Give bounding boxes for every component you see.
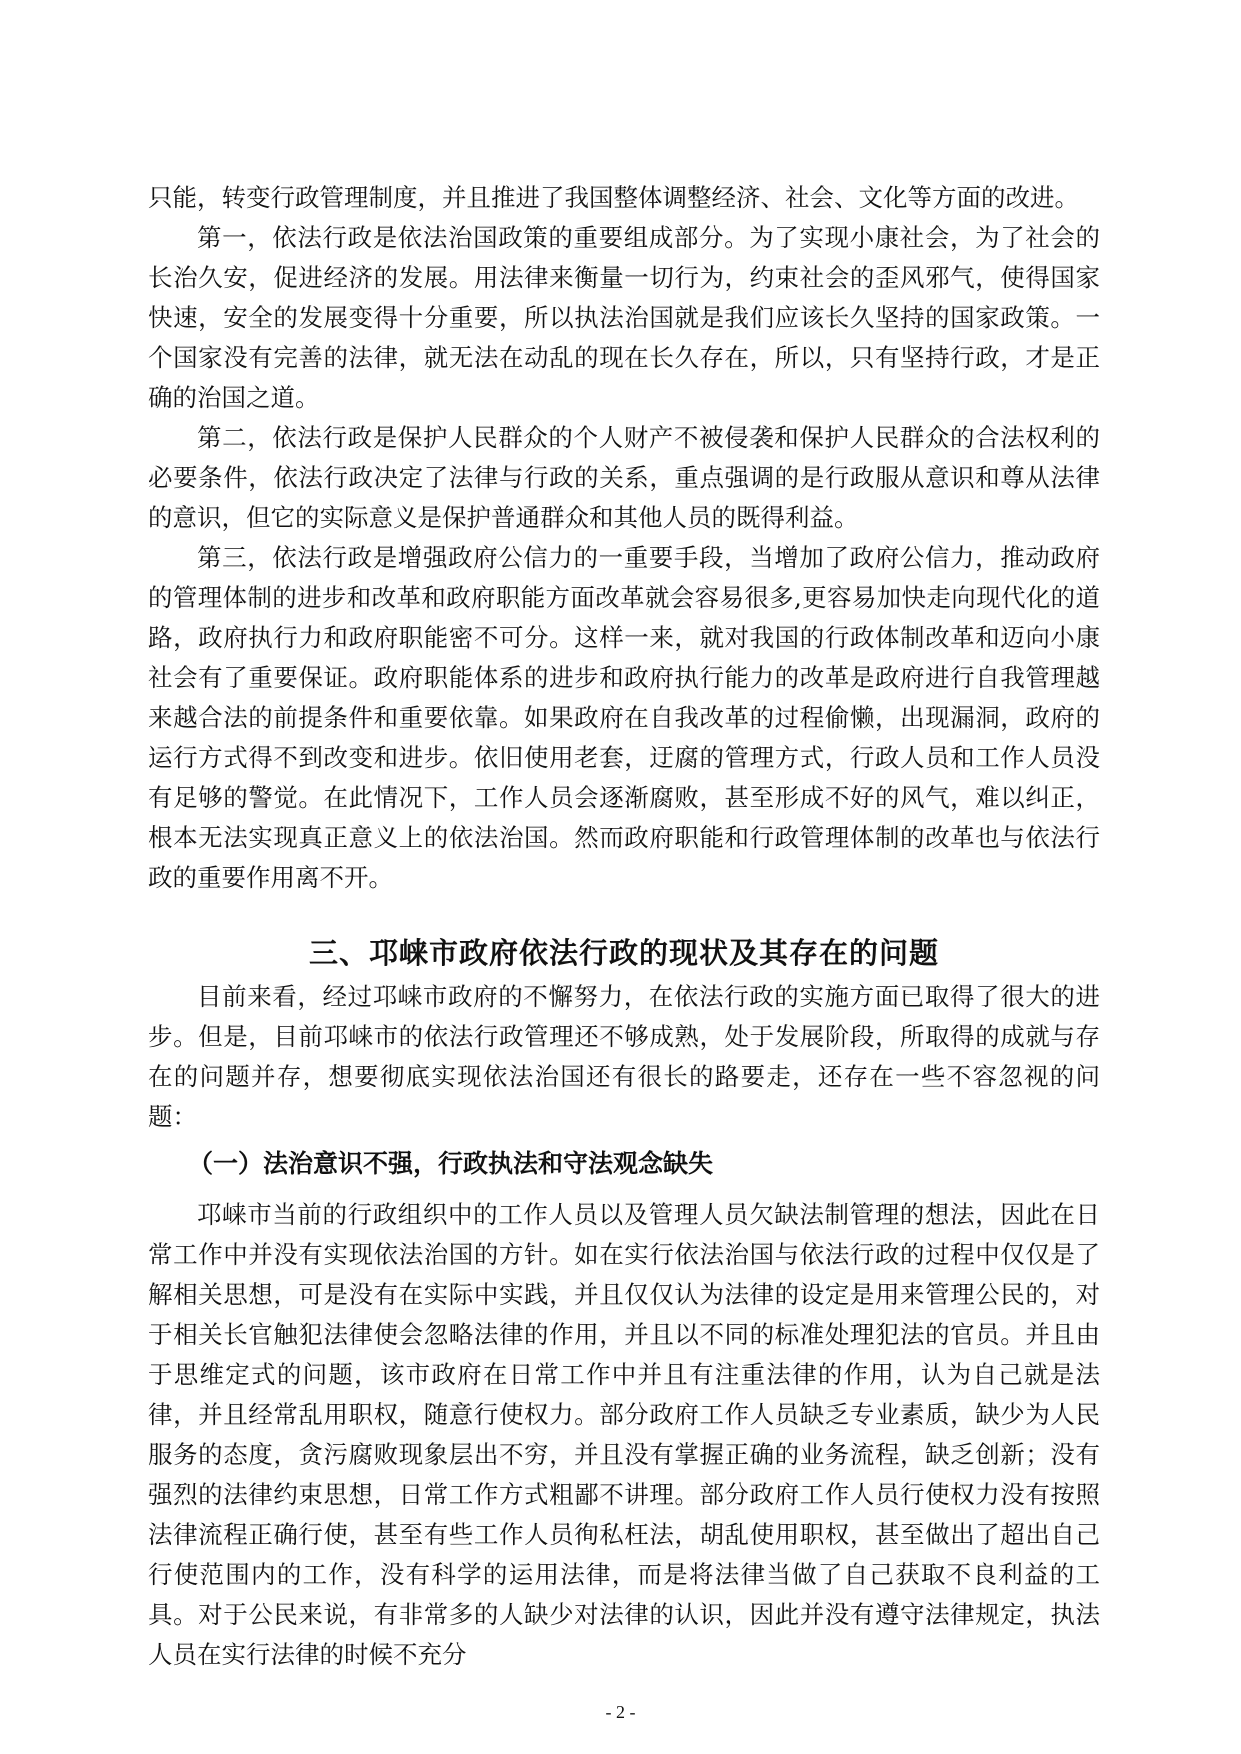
paragraph-second-point: 第二，依法行政是保护人民群众的个人财产不被侵袭和保护人民群众的合法权利的必要条件，依法行政决定了法律与行政的关系，重点强调的是行政服从意识和尊从法律的意识，但它的实际意义是保护普通群众和其他人员的既得利益。 xyxy=(148,423,1100,532)
subsection-paragraph: 邛崃市当前的行政组织中的工作人员以及管理人员欠缺法制管理的想法，因此在日常工作中并没有实现依法治国的方针。如在实行依法治国与依法行政的过程中仅仅是了解相关思想，可是没有在实际中实践，并且仅仅认为法律的设定是用来管理公民的，对于相关长官触犯法律使会忽略法律的作用，并且以不同的标准处理犯法的官员。并且由于思维定式的问题，该市政府在日常工作中并且有注重法律的作用，认为自己就是法律，并且经常乱用职权，随意行使权力。部分政府工作人员缺乏专业素质，缺少为人民服务的态度，贪污腐败现象层出不穷，并且没有掌握正确的业务流程，缺乏创新；没有强烈的法律约束思想，日常工作方式粗鄙不讲理。部分政府工作人员行使权力没有按照法律流程正确行使，甚至有些工作人员徇私枉法，胡乱使用职权，甚至做出了超出自己行使范围内的工作，没有科学的运用法律，而是将法律当做了自己获取不良利益的工具。对于公民来说，有非常多的人缺少对法律的认识，因此并没有遵守法律规定，执法人员在实行法律的时候不充分 xyxy=(148,1200,1100,1669)
paragraph-first-point: 第一，依法行政是依法治国政策的重要组成部分。为了实现小康社会，为了社会的长治久安，促进经济的发展。用法律来衡量一切行为，约束社会的歪风邪气，使得国家快速，安全的发展变得十分重要，所以执法治国就是我们应该长久坚持的国家政策。一个国家没有完善的法律，就无法在动乱的现在长久存在，所以，只有坚持行政，才是正确的治国之道。 xyxy=(148,223,1100,412)
page-number: - 2 - xyxy=(605,1702,636,1722)
paragraph-third-point: 第三，依法行政是增强政府公信力的一重要手段，当增加了政府公信力，推动政府的管理体制的进步和改革和政府职能方面改革就会容易很多,更容易加快走向现代化的道路，政府执行力和政府职能密不可分。这样一来，就对我国的行政体制改革和迈向小康社会有了重要保证。政府职能体系的进步和政府执行能力的改革是政府进行自我管理越来越合法的前提条件和重要依靠。如果政府在自我改革的过程偷懒，出现漏洞，政府的运行方式得不到改变和进步。依旧使用老套，迂腐的管理方式，行政人员和工作人员没有足够的警觉。在此情况下，工作人员会逐渐腐败，甚至形成不好的风气，难以纠正，根本无法实现真正意义上的依法治国。然而政府职能和行政管理体制的改革也与依法行政的重要作用离不开。 xyxy=(148,543,1100,892)
subsection-heading: （一）法治意识不强，行政执法和守法观念缺失 xyxy=(188,1149,714,1178)
section-intro-paragraph: 目前来看，经过邛崃市政府的不懈努力，在依法行政的实施方面已取得了很大的进步。但是，目前邛崃市的依法行政管理还不够成熟，处于发展阶段，所取得的成就与存在的问题并存，想要彻底实现依法治国还有很长的路要走，还存在一些不容忽视的问题： xyxy=(148,982,1100,1131)
section-heading: 三、邛崃市政府依法行政的现状及其存在的问题 xyxy=(308,936,939,970)
paragraph-continuation: 只能，转变行政管理制度，并且推进了我国整体调整经济、社会、文化等方面的改进。 xyxy=(148,183,1079,212)
body-text xyxy=(148,178,1100,1675)
